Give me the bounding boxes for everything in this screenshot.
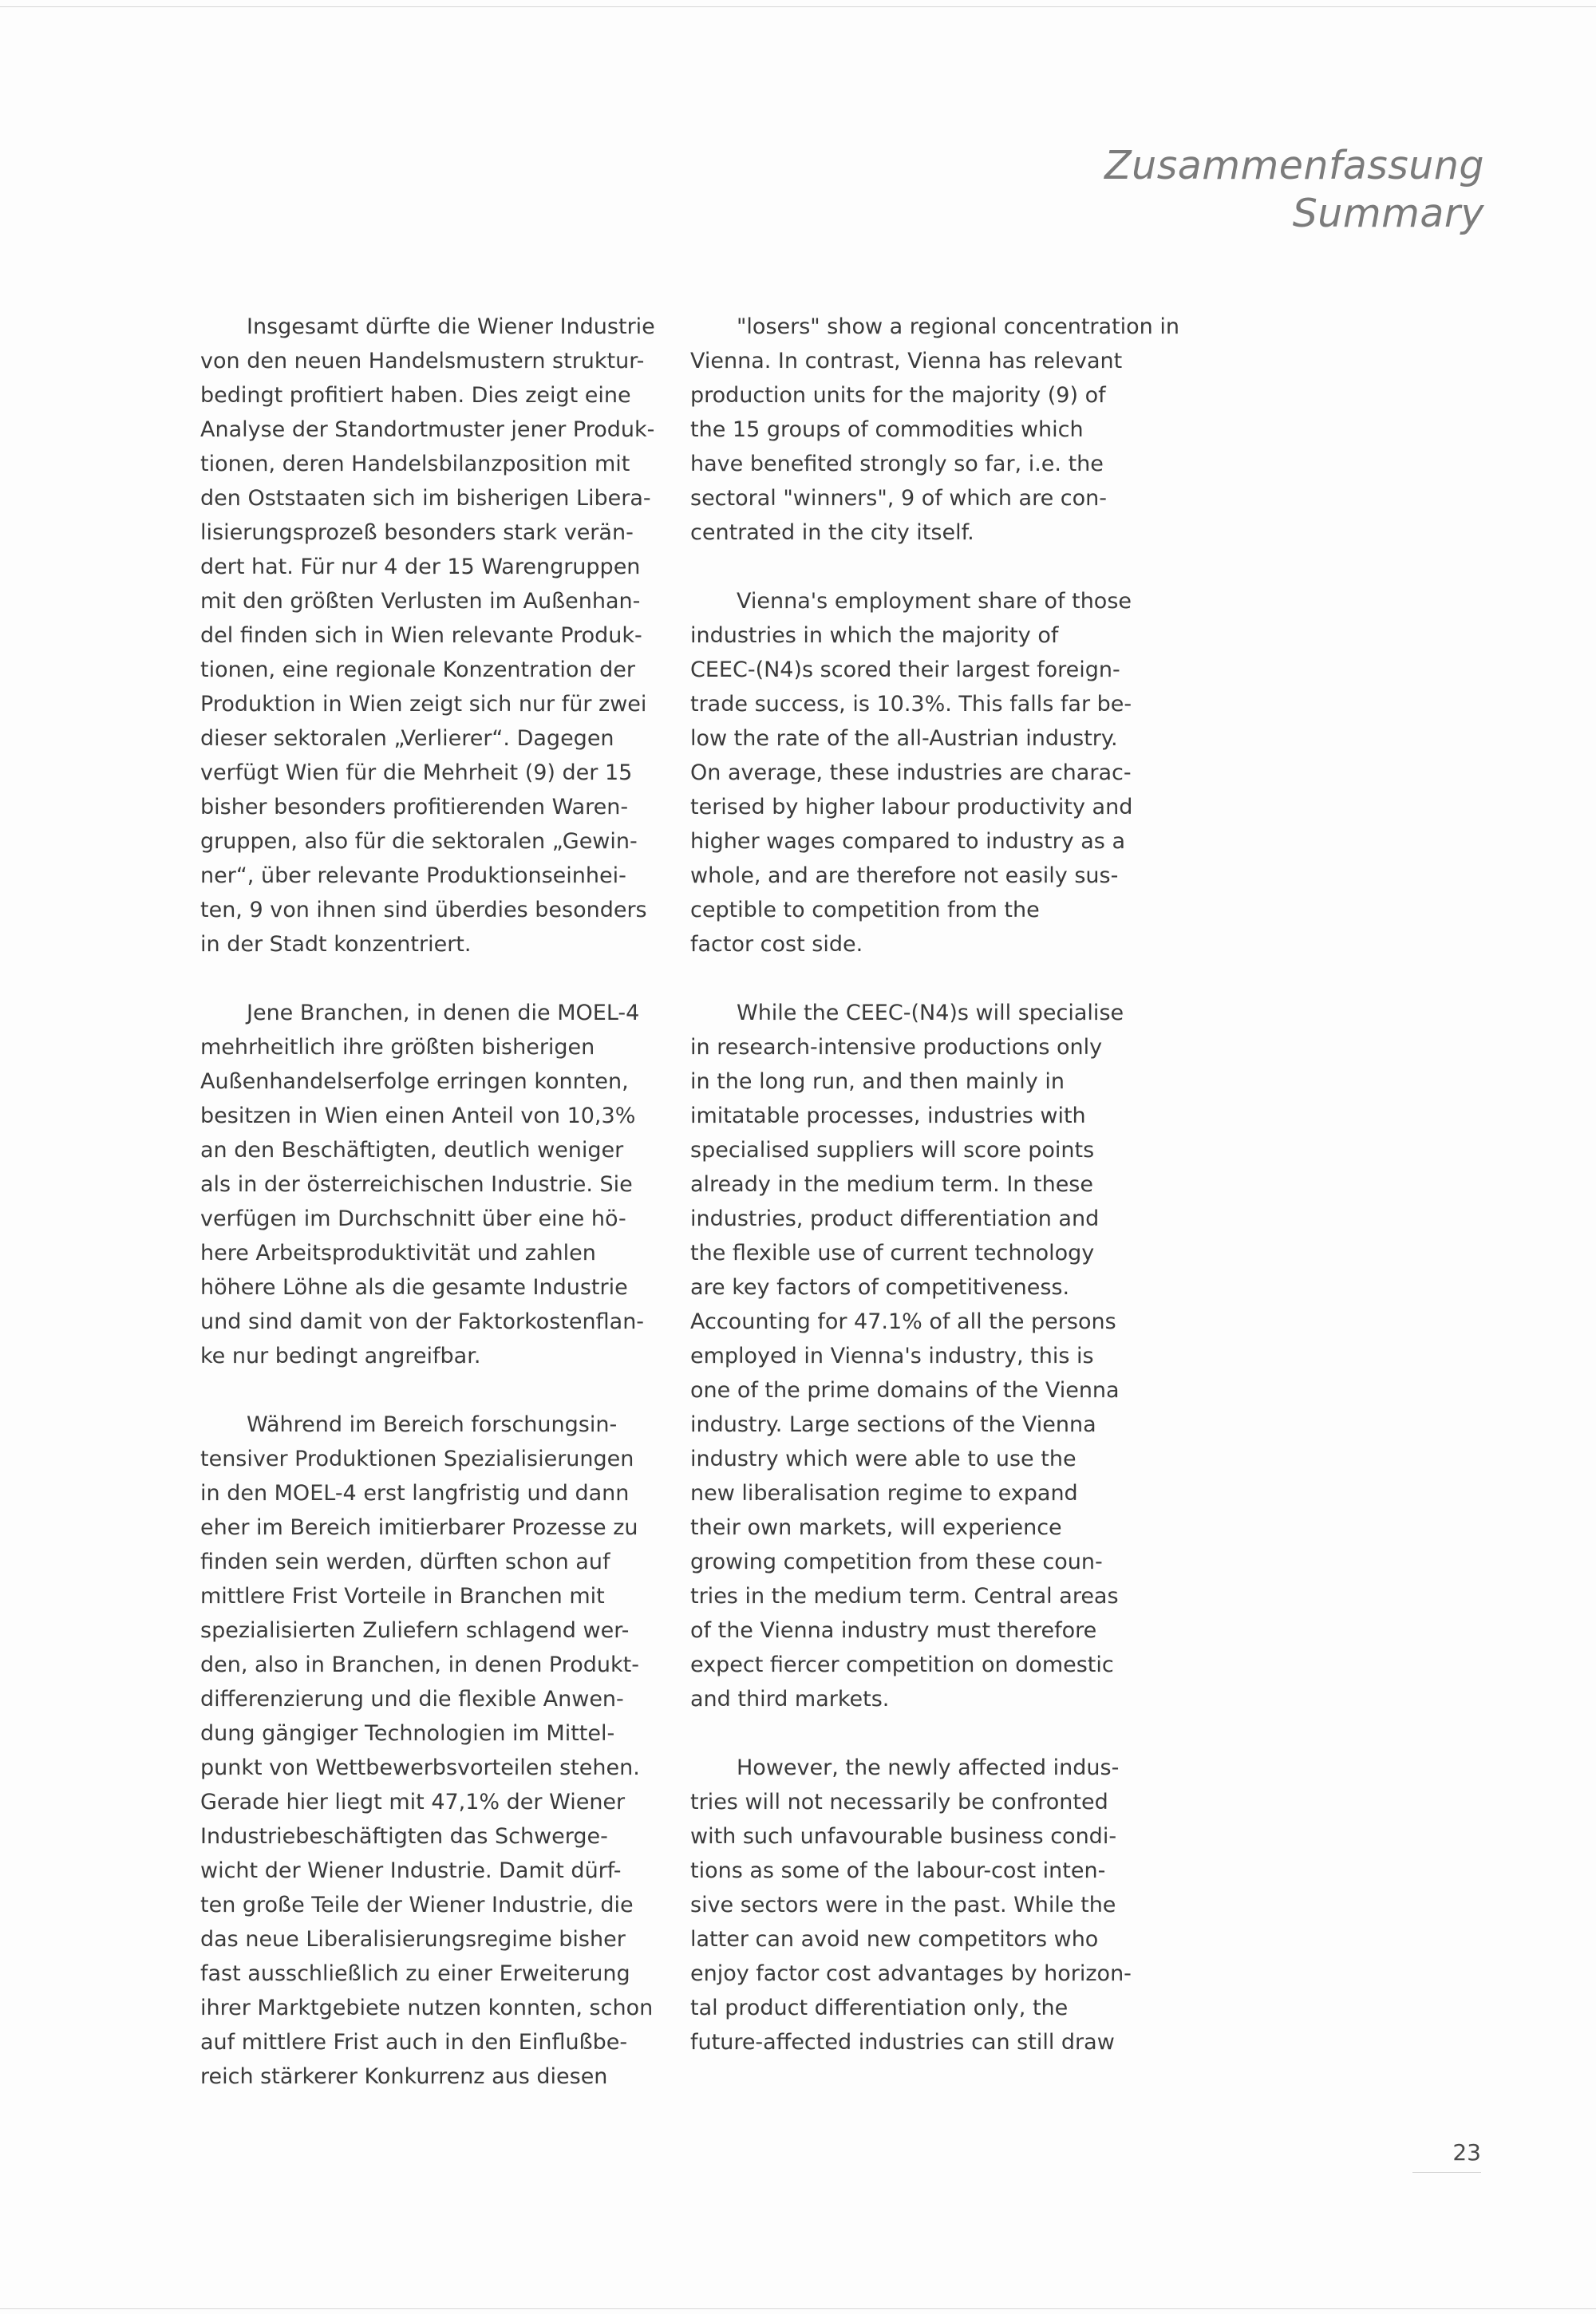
text-line: Während im Bereich forschungsin- [247,1412,618,1437]
text-line: mit den größten Verlusten im Außenhan- [200,589,641,614]
text-line: growing competition from these coun- [690,1550,1103,1574]
text-line: specialised suppliers will score points [690,1138,1095,1163]
page-edge-bottom [0,2308,1596,2309]
text-line: dieser sektoralen „Verlierer“. Dagegen [200,726,614,751]
text-line: Analyse der Standortmuster jener Produk- [200,417,655,442]
paragraph [690,584,1153,962]
text-line: tries in the medium term. Central areas [690,1584,1119,1609]
text-line: higher wages compared to industry as a [690,829,1125,854]
text-line: "losers" show a regional concentration in [737,314,1179,339]
text-line: den Oststaaten sich im bisherigen Libera- [200,486,651,511]
text-line: auf mittlere Frist auch in den Einflußbe- [200,2030,628,2055]
text-line: in den MOEL-4 erst langfristig und dann [200,1481,630,1506]
text-line: verfügen im Durchschnitt über eine hö- [200,1206,626,1231]
text-line: latter can avoid new competitors who [690,1927,1099,1952]
text-line: tries will not necessarily be confronted [690,1790,1108,1814]
text-line: in the long run, and then mainly in [690,1069,1065,1094]
text-line: differenzierung und die flexible Anwen- [200,1687,624,1712]
text-line: industries in which the majority of [690,623,1059,648]
text-line: the 15 groups of commodities which [690,417,1084,442]
text-line: expect fiercer competition on domestic [690,1653,1114,1677]
text-line: Vienna. In contrast, Vienna has relevant [690,349,1123,373]
text-line: factor cost side. [690,932,863,957]
text-line: production units for the majority (9) of [690,383,1106,408]
text-line: sive sectors were in the past. While the [690,1893,1116,1917]
text-line: tionen, deren Handelsbilanzposition mit [200,452,630,476]
text-line: dert hat. Für nur 4 der 15 Warengruppen [200,555,641,579]
text-line: Gerade hier liegt mit 47,1% der Wiener [200,1790,626,1814]
page-number: 23 [1412,2137,1481,2173]
heading-english: Summary [1292,191,1484,236]
text-line: dung gängiger Technologien im Mittel- [200,1721,615,1746]
text-line: already in the medium term. In these [690,1172,1093,1197]
text-line: here Arbeitsproduktivität und zahlen [200,1241,596,1266]
text-line: of the Vienna industry must therefore [690,1618,1097,1643]
text-line: als in der österreichischen Industrie. Sie [200,1172,633,1197]
text-line: with such unfavourable business condi- [690,1824,1117,1849]
text-line: Produktion in Wien zeigt sich nur für zwei [200,692,647,717]
text-line: punkt von Wettbewerbsvorteilen stehen. [200,1755,640,1780]
text-line: wicht der Wiener Industrie. Damit dürf- [200,1858,622,1883]
text-line: tensiver Produktionen Spezialisierungen [200,1447,634,1471]
text-line: enjoy factor cost advantages by horizon- [690,1961,1132,1986]
paragraph [200,310,655,962]
text-line: their own markets, will experience [690,1515,1062,1540]
page-edge-top [0,6,1596,7]
text-line: and third markets. [690,1687,890,1712]
text-line: While the CEEC-(N4)s will specialise [737,1001,1124,1025]
paragraph [200,996,647,1373]
text-line: ten, 9 von ihnen sind überdies besonders [200,898,647,922]
text-line: von den neuen Handelsmustern struktur- [200,349,645,373]
text-line: terised by higher labour productivity and [690,795,1133,819]
text-line: tions as some of the labour-cost inten- [690,1858,1106,1883]
page-heading [1104,142,1484,238]
text-line: ihrer Marktgebiete nutzen konnten, schon [200,1996,654,2020]
text-line: ten große Teile der Wiener Industrie, die [200,1893,634,1917]
text-line: low the rate of the all-Austrian industry. [690,726,1118,751]
text-line: tal product differentiation only, the [690,1996,1069,2020]
text-line: fast ausschließlich zu einer Erweiterung [200,1961,630,1986]
text-line: bedingt profitiert haben. Dies zeigt eine [200,383,631,408]
text-line: den, also in Branchen, in denen Produkt- [200,1653,639,1677]
text-line: ke nur bedingt angreifbar. [200,1344,481,1368]
text-line: eher im Bereich imitierbarer Prozesse zu [200,1515,638,1540]
text-line: whole, and are therefore not easily sus- [690,863,1119,888]
text-line: industry which were able to use the [690,1447,1077,1471]
text-line: new liberalisation regime to expand [690,1481,1078,1506]
text-line: del finden sich in Wien relevante Produk- [200,623,642,648]
text-line: das neue Liberalisierungsregime bisher [200,1927,626,1952]
paragraph [200,1408,654,2094]
text-line: industry. Large sections of the Vienna [690,1412,1096,1437]
text-line: mittlere Frist Vorteile in Branchen mit [200,1584,605,1609]
text-line: finden sein werden, dürften schon auf [200,1550,610,1574]
text-line: Industriebeschäftigten das Schwerge- [200,1824,608,1849]
text-line: tionen, eine regionale Konzentration der [200,657,635,682]
text-line: industries, product differentiation and [690,1206,1100,1231]
heading-german: Zusammenfassung [1104,143,1484,188]
text-line: CEEC-(N4)s scored their largest foreign- [690,657,1120,682]
text-line: employed in Vienna's industry, this is [690,1344,1094,1368]
text-line: in der Stadt konzentriert. [200,932,472,957]
text-line: gruppen, also für die sektoralen „Gewin- [200,829,638,854]
text-line: lisierungsprozeß besonders stark verän- [200,520,634,545]
text-line: bisher besonders profitierenden Waren- [200,795,629,819]
text-line: und sind damit von der Faktorkostenflan- [200,1309,645,1334]
text-line: Insgesamt dürfte die Wiener Industrie [247,314,655,339]
text-line: an den Beschäftigten, deutlich weniger [200,1138,624,1163]
text-line: Jene Branchen, in denen die MOEL-4 [247,1001,640,1025]
text-line: have benefited strongly so far, i.e. the [690,452,1104,476]
german-text-column [200,310,655,2128]
text-line: one of the prime domains of the Vienna [690,1378,1120,1403]
text-line: reich stärkerer Konkurrenz aus diesen [200,2064,608,2089]
text-line: future-affected industries can still draw [690,2030,1115,2055]
text-line: However, the newly affected indus- [737,1755,1120,1780]
text-line: ner“, über relevante Produktionseinhei- [200,863,626,888]
text-line: spezialisierten Zuliefern schlagend wer- [200,1618,630,1643]
text-line: imitatable processes, industries with [690,1104,1086,1128]
text-line: verfügt Wien für die Mehrheit (9) der 15 [200,760,633,785]
text-line: the flexible use of current technology [690,1241,1095,1266]
text-line: in research-intensive productions only [690,1035,1103,1060]
text-line: On average, these industries are charac- [690,760,1132,785]
english-text-column [690,310,1179,2094]
text-line: are key factors of competitiveness. [690,1275,1070,1300]
text-line: Vienna's employment share of those [737,589,1132,614]
text-line: trade success, is 10.3%. This falls far be- [690,692,1132,717]
paragraph [690,310,1179,550]
paragraph [690,1751,1153,2059]
text-line: besitzen in Wien einen Anteil von 10,3% [200,1104,636,1128]
text-line: mehrheitlich ihre größten bisherigen [200,1035,595,1060]
text-line: centrated in the city itself. [690,520,974,545]
text-line: Außenhandelserfolge erringen konnten, [200,1069,629,1094]
text-line: sectoral "winners", 9 of which are con- [690,486,1108,511]
paragraph [690,996,1153,1716]
text-line: höhere Löhne als die gesamte Industrie [200,1275,628,1300]
text-line: ceptible to competition from the [690,898,1040,922]
text-line: Accounting for 47.1% of all the persons [690,1309,1116,1334]
